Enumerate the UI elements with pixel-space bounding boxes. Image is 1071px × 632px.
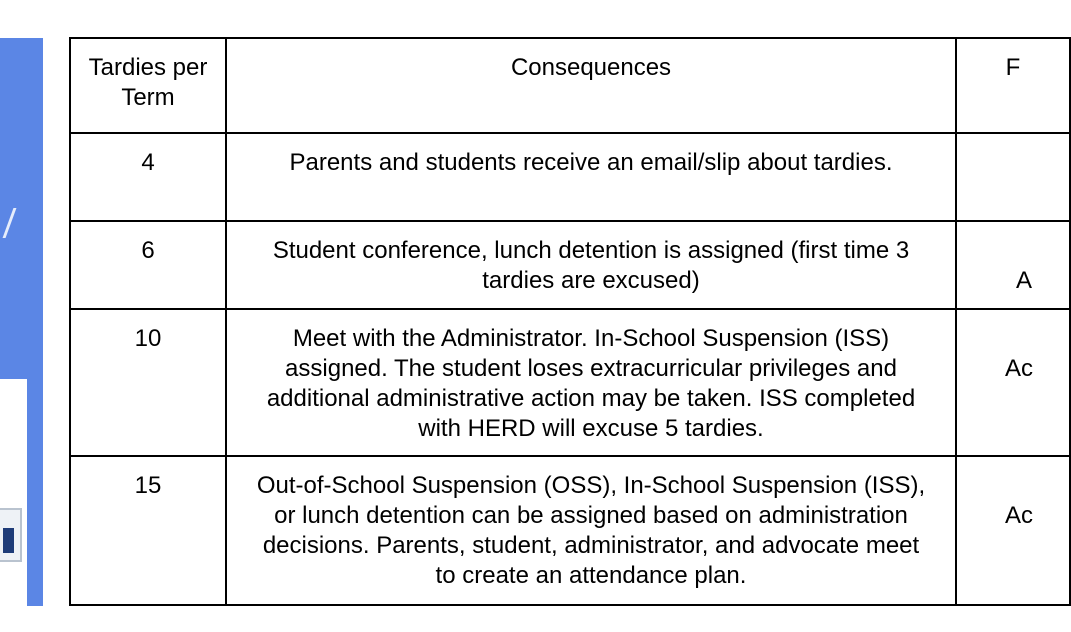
table-row — [70, 456, 1070, 605]
partial-cell — [956, 221, 1070, 309]
table-row — [70, 309, 1070, 456]
table-row — [70, 221, 1070, 309]
header-partial: F — [956, 38, 1070, 133]
tardies-cell: 6 — [70, 221, 226, 309]
table-row — [70, 133, 1070, 221]
partial-cell — [956, 133, 1070, 221]
tardy-consequences-table — [69, 37, 1071, 606]
partial-text: Ac — [1004, 502, 1033, 529]
partial-cell — [956, 309, 1070, 456]
partial-text: A — [1015, 267, 1032, 294]
consequence-cell: Student conference, lunch detention is assigned (first time 3 tardies are excused) — [226, 221, 956, 309]
consequence-cell: Meet with the Administrator. In-School Suspension (ISS) assigned. The student loses extracurricular privileges and additional administrative action may be taken. ISS completed with HERD will excuse 5 tardies. — [226, 309, 956, 456]
side-panel — [0, 38, 43, 606]
table-header-row — [70, 38, 1070, 133]
thumbnail-area — [0, 379, 27, 614]
header-consequences: Consequences — [226, 38, 956, 133]
consequence-cell: Out-of-School Suspension (OSS), In-School Suspension (ISS), or lunch detention can be assigned based on administration decisions. Parents, student, administrator, and advocate meet to create an attendance plan. — [226, 456, 956, 605]
tardies-cell: 10 — [70, 309, 226, 456]
document-thumbnail-icon — [0, 508, 22, 562]
tardies-cell: 4 — [70, 133, 226, 221]
partial-text: Ac — [1004, 355, 1033, 382]
tardies-cell: 15 — [70, 456, 226, 605]
panel-mark — [0, 208, 16, 238]
consequence-cell: Parents and students receive an email/slip about tardies. — [226, 133, 956, 221]
header-tardies: Tardies per Term — [70, 38, 226, 133]
partial-cell — [956, 456, 1070, 605]
